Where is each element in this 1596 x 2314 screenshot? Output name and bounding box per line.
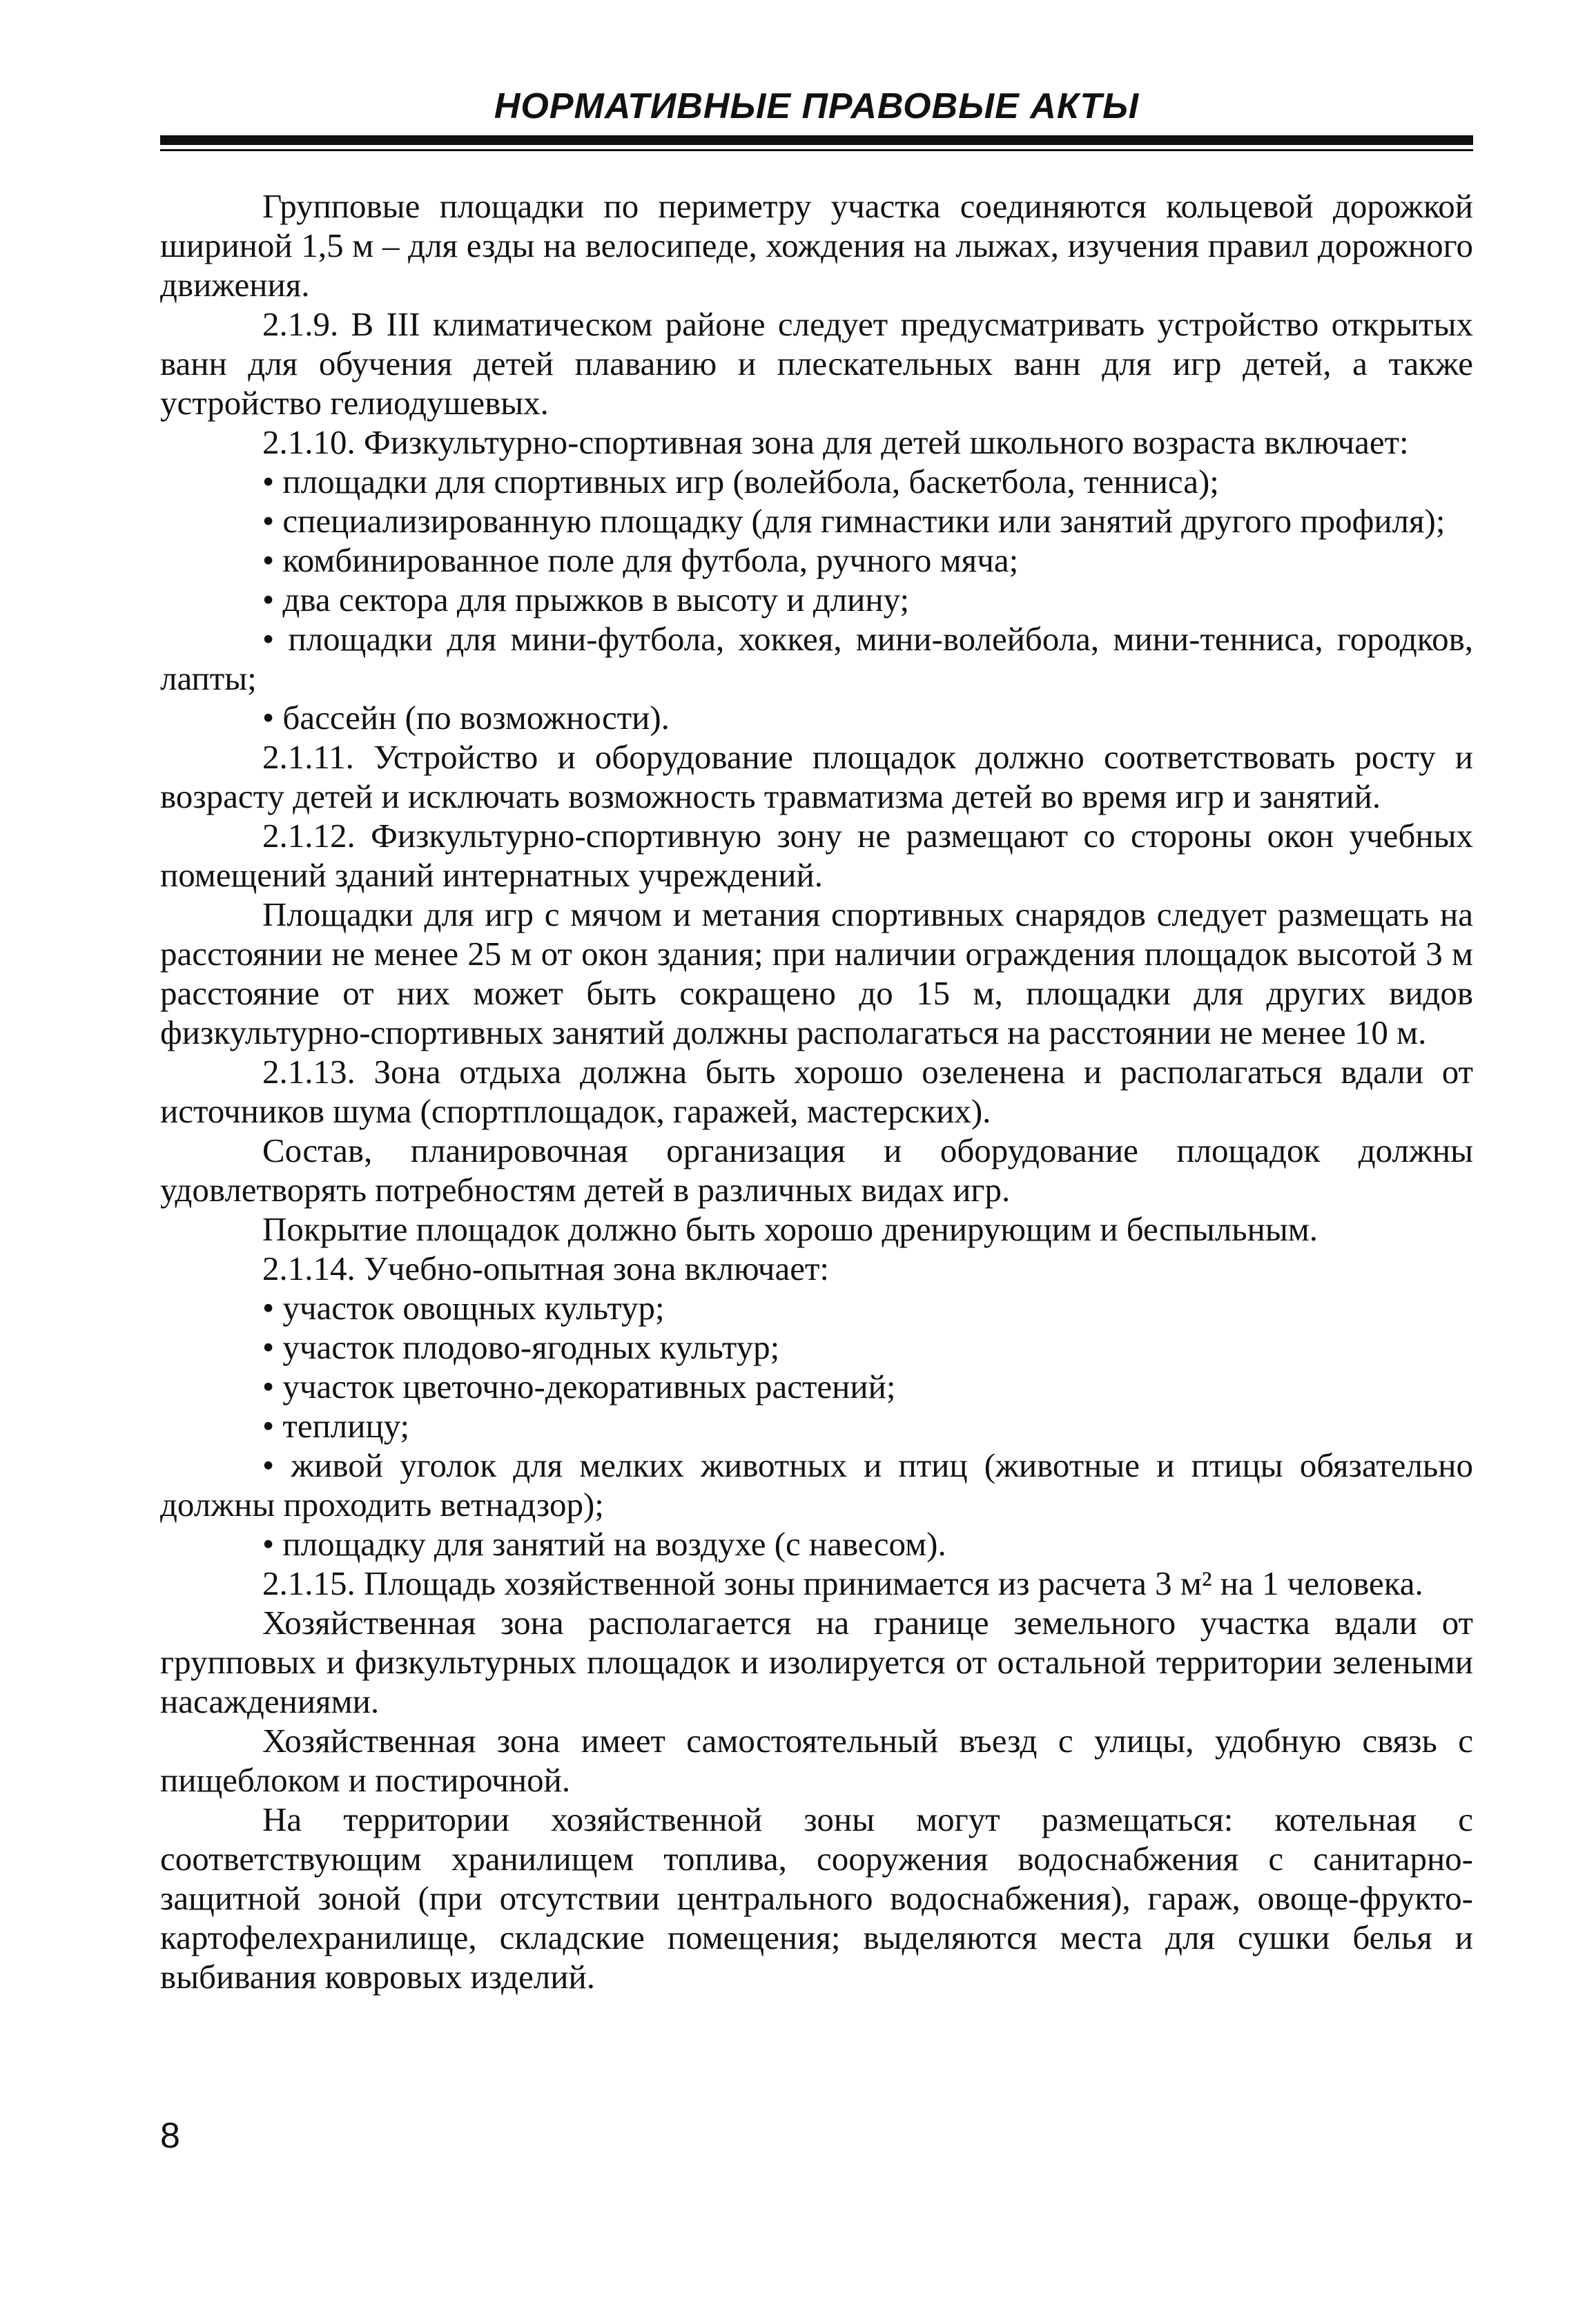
bullet-item: • участок плодово-ягодных культур; <box>160 1328 1473 1367</box>
header-rule-thin <box>160 149 1473 151</box>
paragraph: Покрытие площадок должно быть хорошо дренирующим и беспыльным. <box>262 1210 1318 1248</box>
bullet-item: • живой уголок для мелких животных и птиц (животные и птицы обязательно должны проходить ветнадзор); <box>160 1446 1473 1524</box>
bullet-item: • два сектора для прыжков в высоту и длину; <box>160 580 1473 619</box>
bullet-item: • участок овощных культур; <box>160 1288 1473 1328</box>
header-rule-thick <box>160 135 1473 145</box>
document-body <box>160 186 1473 1996</box>
paragraph: На территории хозяйственной зоны могут размещаться: котельная с соответствующим хранилищем топлива, сооружения водоснабжения с санитарно-защитной зоной (при отсутствии центрального водоснабжения), гараж, овоще-фрукто- картофелехранилище, складские помещения; выделяются места для сушки белья и выбивания ковровых изделий. <box>160 1800 1473 1996</box>
bullet-item: • площадку для занятий на воздухе (с навесом). <box>160 1524 1473 1564</box>
paragraph: 2.1.15. Площадь хозяйственной зоны принимается из расчета 3 м² на 1 человека. <box>262 1564 1423 1602</box>
page-header-title: НОРМАТИВНЫЕ ПРАВОВЫЕ АКТЫ <box>494 86 1140 126</box>
bullet-item: • площадки для спортивных игр (волейбола, баскетбола, тенниса); <box>160 462 1473 501</box>
paragraph: Групповые площадки по периметру участка соединяются кольцевой дорожкой шириной 1,5 м – для езды на велосипеде, хождения на лыжах, изучения правил дорожного движения. <box>160 187 1473 304</box>
paragraph: 2.1.11. Устройство и оборудование площадок должно соответствовать росту и возрасту детей и исключать возможность травматизма детей во время игр и занятий. <box>160 738 1473 815</box>
paragraph: Хозяйственная зона располагается на границе земельного участка вдали от групповых и физкультурных площадок и изолируется от остальной территории зелеными насаждениями. <box>160 1604 1473 1720</box>
paragraph: Состав, планировочная организация и оборудование площадок должны удовлетворять потребностям детей в различных видах игр. <box>160 1131 1473 1209</box>
bullet-item: • площадки для мини-футбола, хоккея, мини-волейбола, мини-тенниса, городков, лапты; <box>160 619 1473 698</box>
paragraph: 2.1.14. Учебно-опытная зона включает: <box>262 1250 829 1287</box>
paragraph: 2.1.13. Зона отдыха должна быть хорошо озеленена и располагаться вдали от источников шума (спортплощадок, гаражей, мастерских). <box>160 1053 1473 1130</box>
bullet-item: • участок цветочно-декоративных растений; <box>160 1367 1473 1406</box>
paragraph: 2.1.10. Физкультурно-спортивная зона для детей школьного возраста включает: <box>262 423 1409 461</box>
bullet-item: • комбинированное поле для футбола, ручного мяча; <box>160 541 1473 580</box>
paragraph: Площадки для игр с мячом и метания спортивных снарядов следует размещать на расстоянии не менее 25 м от окон здания; при наличии ограждения площадок высотой 3 м расстояние от них может быть сокращено до 15 м, площадки для других видов физкультурно-спортивных занятий должны располагаться на расстоянии не менее 10 м. <box>160 895 1473 1051</box>
paragraph: Хозяйственная зона имеет самостоятельный въезд с улицы, удобную связь с пищеблоком и постирочной. <box>160 1722 1473 1799</box>
paragraph: 2.1.9. В III климатическом районе следует предусматривать устройство открытых ванн для обучения детей плаванию и плескательных ванн для игр детей, а также устройство гелиодушевых. <box>160 305 1473 422</box>
paragraph: 2.1.12. Физкультурно-спортивную зону не размещают со стороны окон учебных помещений зданий интернатных учреждений. <box>160 817 1473 894</box>
bullet-item: • бассейн (по возможности). <box>160 698 1473 737</box>
page-number: 8 <box>160 2116 180 2156</box>
bullet-item: • специализированную площадку (для гимнастики или занятий другого профиля); <box>160 501 1473 541</box>
bullet-item: • теплицу; <box>160 1406 1473 1446</box>
